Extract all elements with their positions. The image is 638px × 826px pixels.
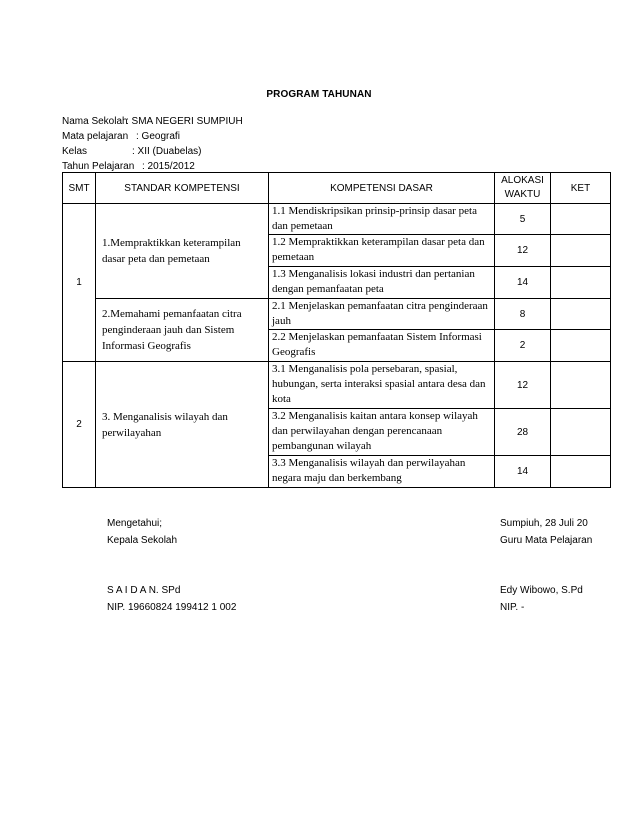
header-standar-kompetensi: STANDAR KOMPETENSI: [96, 173, 269, 204]
info-label: Tahun Pelajaran: [62, 161, 135, 172]
info-label: Nama Sekolah: [62, 116, 128, 127]
signature-place-date: Sumpiuh, 28 Juli 20: [500, 518, 588, 529]
ket-cell: [551, 456, 611, 488]
program-table: [62, 172, 611, 488]
table-row: [63, 299, 611, 330]
ket-cell: [551, 235, 611, 267]
header-waktu-line: WAKTU: [504, 189, 541, 200]
signature-name: S A I D A N. SPd: [107, 585, 181, 596]
signature-nip: NIP. -: [500, 602, 525, 613]
signature-name: Edy Wibowo, S.Pd: [500, 585, 583, 596]
alokasi-waktu-cell: 8: [495, 299, 551, 330]
info-value: : Geografi: [136, 131, 180, 142]
signature-role-label: Kepala Sekolah: [107, 535, 178, 546]
alokasi-waktu-cell: 14: [495, 456, 551, 488]
standar-kompetensi-cell: 2.Memahami pemanfaatan citra penginderaan jauh dan Sistem Informasi Geografis: [96, 299, 269, 362]
kompetensi-dasar-cell: 3.1 Menganalisis pola persebaran, spasial, hubungan, serta interaksi spasial antara desa dan kota: [269, 362, 495, 409]
ket-cell: [551, 362, 611, 409]
document-title: PROGRAM TAHUNAN: [266, 89, 372, 100]
alokasi-waktu-cell: 2: [495, 330, 551, 362]
smt-cell: 2: [63, 362, 96, 488]
kompetensi-dasar-cell: 1.3 Menganalisis lokasi industri dan pertanian dengan pemanfaatan peta: [269, 267, 495, 299]
ket-cell: [551, 330, 611, 362]
signature-nip: NIP. 19660824 199412 1 002: [107, 602, 237, 613]
signature-headmaster-block: [107, 582, 236, 616]
signature-teacher-heading: [500, 515, 592, 549]
header-alokasi-line: ALOKASI: [501, 175, 544, 186]
signature-teacher-block: [500, 582, 583, 616]
info-value: : XII (Duabelas): [132, 146, 202, 157]
table-row: [63, 204, 611, 235]
alokasi-waktu-cell: 5: [495, 204, 551, 235]
info-label: Mata pelajaran: [62, 131, 129, 142]
ket-cell: [551, 267, 611, 299]
alokasi-waktu-cell: 28: [495, 409, 551, 456]
signature-role-label: Guru Mata Pelajaran: [500, 535, 593, 546]
info-value: : SMA NEGERI SUMPIUH: [126, 116, 243, 127]
kompetensi-dasar-cell: 3.3 Menganalisis wilayah dan perwilayahan negara maju dan berkembang: [269, 456, 495, 488]
kompetensi-dasar-cell: 1.1 Mendiskripsikan prinsip-prinsip dasar peta dan pemetaan: [269, 204, 495, 235]
info-value: : 2015/2012: [142, 161, 195, 172]
table-row: [63, 362, 611, 409]
table-header-row: [63, 173, 611, 204]
smt-cell: 1: [63, 204, 96, 362]
info-label: Kelas: [62, 146, 88, 157]
standar-kompetensi-cell: 3. Menganalisis wilayah dan perwilayahan: [96, 362, 269, 488]
alokasi-waktu-cell: 12: [495, 362, 551, 409]
standar-kompetensi-cell: 1.Mempraktikkan keterampilan dasar peta dan pemetaan: [96, 204, 269, 299]
signature-headmaster-heading: [107, 515, 177, 549]
kompetensi-dasar-cell: 3.2 Menganalisis kaitan antara konsep wilayah dan perwilayahan dengan perencanaan pembangunan wilayah: [269, 409, 495, 456]
ket-cell: [551, 299, 611, 330]
signature-acknowledged-label: Mengetahui;: [107, 518, 163, 529]
header-smt: SMT: [63, 173, 96, 204]
ket-cell: [551, 204, 611, 235]
header-ket: KET: [551, 173, 611, 204]
kompetensi-dasar-cell: 2.2 Menjelaskan pemanfaatan Sistem Informasi Geografis: [269, 330, 495, 362]
alokasi-waktu-cell: 14: [495, 267, 551, 299]
alokasi-waktu-cell: 12: [495, 235, 551, 267]
kompetensi-dasar-cell: 1.2 Mempraktikkan keterampilan dasar peta dan pemetaan: [269, 235, 495, 267]
ket-cell: [551, 409, 611, 456]
kompetensi-dasar-cell: 2.1 Menjelaskan pemanfaatan citra penginderaan jauh: [269, 299, 495, 330]
header-alokasi-waktu: [495, 173, 551, 204]
header-kompetensi-dasar: KOMPETENSI DASAR: [269, 173, 495, 204]
